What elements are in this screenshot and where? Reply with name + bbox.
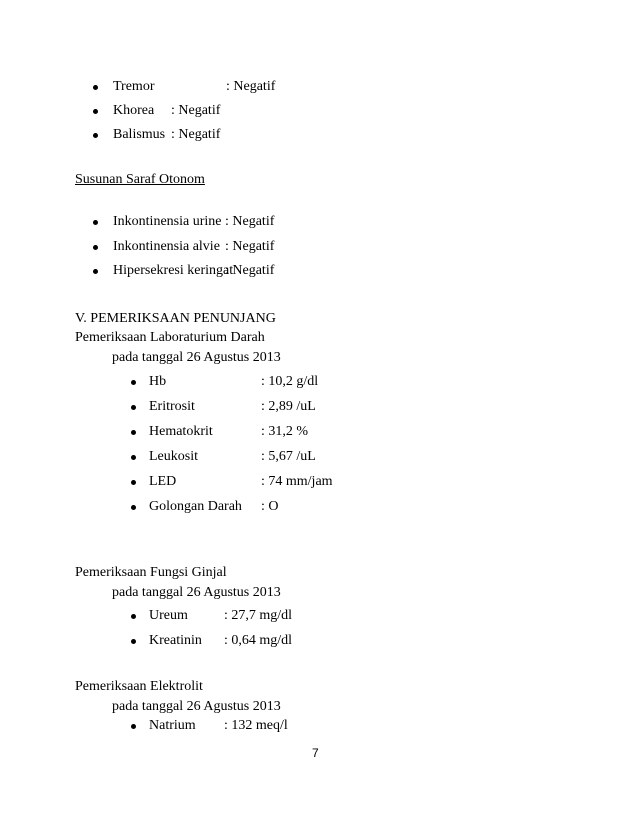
item-value: : Negatif [171,103,221,118]
item-label: Inkontinensia urine [113,214,222,229]
page-number: 7 [312,746,319,760]
item-label: Tremor [113,79,155,94]
item-value: : 0,64 mg/dl [224,633,293,648]
item-value: : Negatif [225,263,275,278]
bullet-icon [131,614,136,619]
lab-darah-title: Pemeriksaan Laboraturium Darah [75,330,265,345]
bullet-icon [131,430,136,435]
item-label: Ureum [149,608,188,623]
bullet-icon [93,220,98,225]
bullet-icon [131,380,136,385]
item-value: : Negatif [171,127,221,142]
section-v-heading: V. PEMERIKSAAN PENUNJANG [75,311,276,326]
ginjal-date: pada tanggal 26 Agustus 2013 [112,585,281,600]
item-label: Leukosit [149,449,198,464]
bullet-icon [131,480,136,485]
item-value: : 31,2 % [261,424,309,439]
bullet-icon [131,455,136,460]
ginjal-title: Pemeriksaan Fungsi Ginjal [75,565,227,580]
item-value: : 5,67 /uL [261,449,316,464]
item-value: : 132 meq/l [224,718,288,733]
bullet-icon [131,505,136,510]
item-value: : Negatif [225,214,275,229]
item-label: Eritrosit [149,399,195,414]
item-label: Inkontinensia alvie [113,239,220,254]
item-value: : O [261,499,279,514]
bullet-icon [93,245,98,250]
bullet-icon [131,724,136,729]
lab-darah-date: pada tanggal 26 Agustus 2013 [112,350,281,365]
bullet-icon [93,85,98,90]
item-label: Hb [149,374,167,389]
item-value: : 74 mm/jam [261,474,333,489]
bullet-icon [93,269,98,274]
elektrolit-title: Pemeriksaan Elektrolit [75,679,203,694]
item-value: : 2,89 /uL [261,399,316,414]
item-label: Hipersekresi keringat [113,263,234,278]
item-value: : Negatif [226,79,276,94]
item-label: Hematokrit [149,424,213,439]
item-label: Kreatinin [149,633,202,648]
item-label: Natrium [149,718,196,733]
elektrolit-date: pada tanggal 26 Agustus 2013 [112,699,281,714]
item-label: LED [149,474,177,489]
item-label: Balismus [113,127,166,142]
bullet-icon [131,639,136,644]
otonom-heading: Susunan Saraf Otonom [75,172,205,187]
bullet-icon [93,133,98,138]
item-value: : 27,7 mg/dl [224,608,293,623]
item-label: Golongan Darah [149,499,242,514]
item-value: : 10,2 g/dl [261,374,319,389]
bullet-icon [93,109,98,114]
item-value: : Negatif [225,239,275,254]
bullet-icon [131,405,136,410]
item-label: Khorea [113,103,155,118]
